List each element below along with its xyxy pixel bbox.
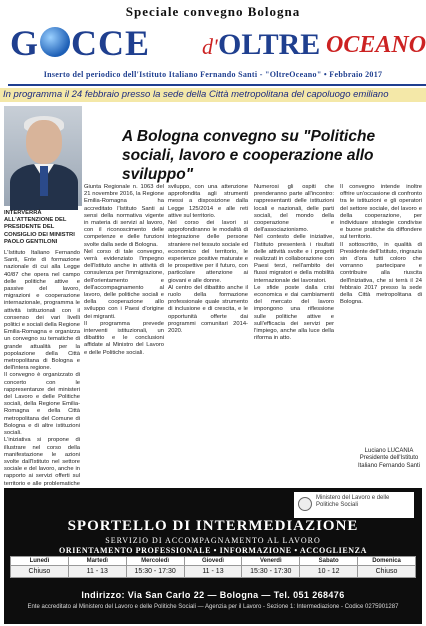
logo-letter-g: G — [10, 23, 40, 63]
column-paragraph: Le sfide poste dalla crisi economica e dai cambiamenti del mercato del lavoro impongono una riflessione sulle politiche attive e sull'efficacia dei servizi per l'impiego, anche alla luce della riforma in atto. — [254, 284, 334, 342]
article-headline: A Bologna convegno su "Politiche sociali, lavoro e cooperazione allo sviluppo" — [122, 128, 376, 183]
signature-block — [356, 448, 422, 470]
logo-oceano: OCEANO — [326, 32, 426, 58]
sidebar-paragraph: L'Istituto Italiano Fernando Santi, Ente di formazione nazionale di cui alla Legge 40/87 che opera nel campo delle politiche attive e passive del lavoro, migrazioni e cooperazione internazionale, programma le attività istituzionali con il consenso dei vari livelli politici e sociali della Regione Emilia-Romagna e organizza un convegno su tematiche di grande attualità per la popolazione della Città metropolitana di Bologna e dell'intera regione. — [4, 250, 80, 372]
gocce-logo — [10, 22, 150, 64]
column-paragraph: Il convegno intende inoltre offrire un'occasione di confronto tra le istituzioni e gli operatori del settore sociale, del lavoro e della cooperazione, per individuare strategie condivise e buone pratiche da diffondere sul territorio. — [340, 184, 422, 241]
column-paragraph: Numerosi gli ospiti che prenderanno parte all'incontro: rappresentanti delle istituzioni locali e nazionali, delle parti sociali, del mondo della cooperazione e dell'associazionismo. — [254, 184, 334, 234]
hours-cell: 11 - 13 — [184, 566, 242, 578]
globe-icon — [40, 27, 70, 57]
hours-cell: 11 - 13 — [68, 566, 126, 578]
article-column-3 — [254, 184, 334, 342]
column-paragraph: Al centro del dibattito anche il ruolo della formazione professionale quale strumento di inclusione e di crescita, e le opportunità offerte dai programmi comunitari 2014-2020. — [168, 284, 248, 335]
day-header: Sabato — [300, 557, 358, 566]
hours-cell: 10 - 12 — [300, 566, 358, 578]
kicker-title: Speciale convegno Bologna — [125, 4, 301, 19]
day-header: Giovedì — [184, 557, 242, 566]
photo-tie — [40, 166, 48, 196]
column-paragraph: Nel corso di tale convegno, verrà evidenziato l'impegno dell'Istituto anche in attività di consulenza per l'immigrazione, dell'orientamento e dell'accompagnamento al lavoro, delle politiche sociali e della cooperazione allo sviluppo con i Paesi d'origine dei migranti. — [84, 248, 164, 320]
ministry-name: Ministero del Lavoro e delle Politiche Sociali — [316, 495, 390, 508]
column-paragraph: Il programma prevede interventi istituzionali, un dibattito e le conclusioni affidate al Ministro del Lavoro e delle Politiche sociali. — [84, 320, 164, 356]
day-header: Lunedì — [11, 557, 69, 566]
logo-oltre: OLTRE — [218, 28, 321, 61]
article-column-1 — [84, 184, 164, 357]
photo-caption: INTERVERRÀ ALL'ATTENZIONE DEL PRESIDENTE DEL CONSIGLIO DEI MINISTRI PAOLO GENTILONI — [4, 210, 75, 245]
day-header: Venerdì — [242, 557, 300, 566]
column-paragraph: Nel contesto delle iniziative, l'Istituto presenterà i risultati delle attività svolte e i progetti realizzati in collaborazione con Paesi terzi, nell'ambito dei flussi migratori e della mobilità internazionale dei lavoratori. — [254, 234, 334, 284]
day-header: Mercoledì — [126, 557, 184, 566]
sportello-address: Indirizzo: Via San Carlo 22 — Bologna — Tel. 051 268476 — [81, 590, 345, 600]
column-paragraph: Nel corso dei lavori si approfondiranno le modalità di integrazione delle persone straniere nel tessuto sociale ed economico del territorio, le esperienze positive maturate e le prospettive per il futuro, con particolare attenzione ai giovani e alle donne. — [168, 220, 248, 284]
hours-cell: 15:30 - 17:30 — [242, 566, 300, 578]
day-header: Martedì — [68, 557, 126, 566]
opening-hours-table — [10, 556, 416, 578]
column-paragraph: Giunta Regionale n. 1063 del 21 novembre 2016, la Regione Emilia-Romagna ha accreditato l'Istituto Santi ai sensi della normativa vigente in materia di servizi al lavoro, con il riconoscimento delle competenze e delle funzioni svolte dalla sede di Bologna. — [84, 184, 164, 248]
sportello-ad — [4, 488, 422, 624]
sportello-services: ORIENTAMENTO PROFESSIONALE • INFORMAZIONE • ACCOGLIENZA — [59, 546, 367, 555]
portrait-photo — [0, 106, 82, 206]
hours-cell: 15:30 - 17:30 — [126, 566, 184, 578]
sidebar-paragraph: L'iniziativa si propone di illustrare nel corso della manifestazione le azioni svolte dall'Istituto nel settore sociale e del lavoro, anche in rapporto ai servizi offerti sul territorio e alle problematiche — [4, 437, 80, 487]
article-column-4 — [340, 184, 422, 306]
sidebar-paragraph: Il convegno è organizzato di concerto con le rappresentanze dei ministeri del Lavoro e delle Politiche sociali, della Regione Emilia-Romagna e della Città metropolitana del Comune di Bologna e di altre istituzioni sociali. — [4, 372, 80, 437]
logo-d: d' — [202, 34, 218, 59]
ministry-seal-icon — [298, 497, 312, 511]
hours-cell: Chiuso — [11, 566, 69, 578]
column-paragraph: Il sottoscritto, in qualità di Presidente dell'Istituto, ringrazia sin d'ora tutti coloro che vorranno partecipare e contribuire alla riuscita dell'iniziativa, che si terrà il 24 febbraio 2017 presso la sede della Città metropolitana di Bologna. — [340, 241, 422, 306]
sportello-footer: Ente accreditato al Ministero del Lavoro e delle Politiche Sociali — Agenzia per il Lavoro - Sezione 1: Intermediazione - Codice 0275901287 — [27, 604, 399, 610]
masthead-rule — [8, 84, 426, 86]
signature-role: Presidente dell'Istituto Italiano Fernando Santi — [357, 455, 421, 469]
sportello-subtitle: SERVIZIO DI ACCOMPAGNAMENTO AL LAVORO — [105, 536, 321, 545]
photo-credit: Photo: Stefania — [0, 151, 6, 186]
logo-letters-cce: CCE — [71, 23, 151, 63]
column-paragraph: sviluppo, con una attenzione approfondita agli strumenti messi a disposizione dalla Legge 125/2014 e alle reti attive sul territorio. — [168, 184, 248, 219]
day-header: Domenica — [358, 557, 416, 566]
photo-head — [26, 120, 62, 164]
article-column-2 — [168, 184, 248, 335]
masthead-subtitle: Inserto del periodico dell'Istituto Italiano Fernando Santi - "OltreOceano" • Febbraio 2017 — [43, 70, 383, 79]
sportello-title: SPORTELLO DI INTERMEDIAZIONE — [67, 518, 359, 534]
hours-header-row — [11, 557, 416, 566]
hours-row — [11, 566, 416, 578]
signature-name: Luciano LUCANIA — [364, 448, 414, 454]
sidebar-article — [4, 210, 80, 495]
event-banner: In programma il 24 febbraio presso la sede della Città metropolitana del capoluogo emiliano — [0, 88, 426, 102]
hours-cell: Chiuso — [358, 566, 416, 578]
ministry-logo — [294, 492, 414, 518]
